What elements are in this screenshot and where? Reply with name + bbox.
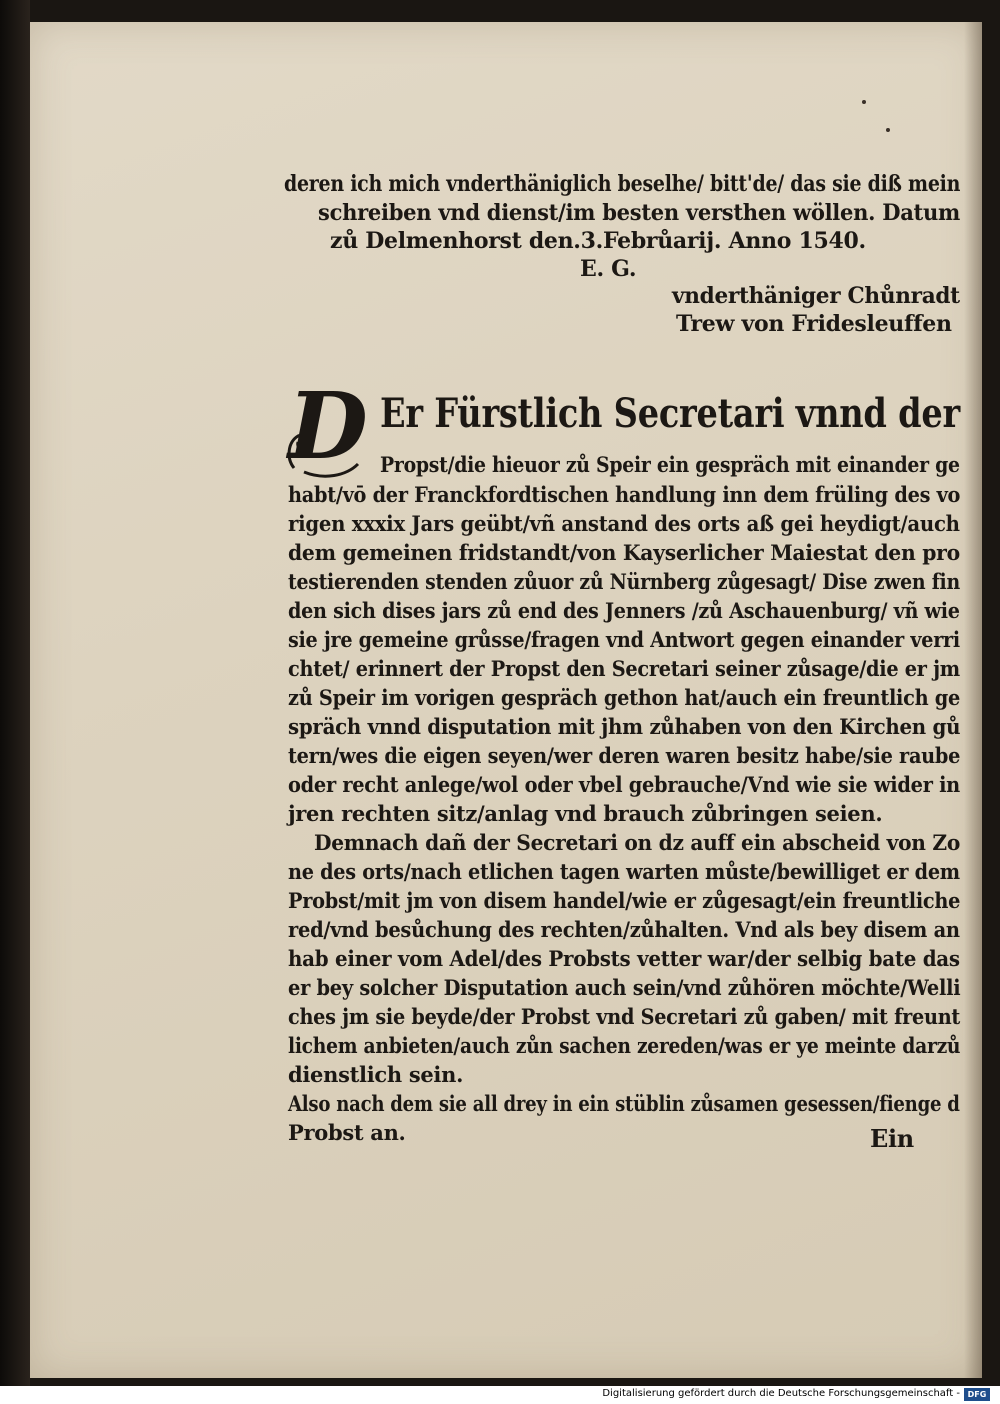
body-line-11: tern/wes die eigen seyen/wer deren waren besitz habe/sie raube	[288, 743, 961, 768]
body-line-9: zů Speir im vorigen gespräch gethon hat/auch ein freuntlich ge	[288, 685, 961, 710]
closing-line-3: zů Delmenhorst den.3.Febrůarij. Anno 1540.	[330, 228, 866, 254]
body-heading: Er Fürstlich Secretari vnnd der	[380, 390, 960, 437]
digitization-footer	[0, 1386, 1000, 1404]
signature-line-1: vnderthäniger Chůnradt	[672, 283, 960, 309]
closing-line-2: schreiben vnd dienst/im besten versthen wöllen. Datum	[318, 200, 960, 226]
body-line-24: Probst an.	[288, 1120, 406, 1145]
decorated-initial	[284, 372, 368, 480]
body-line-6: den sich dises jars zů end des Jenners /zů Aschauenburg/ vñ wie	[288, 598, 960, 623]
initial-letter: D	[288, 372, 368, 480]
body-line-22: dienstlich sein.	[288, 1062, 464, 1087]
signature-line-2: Trew von Fridesleuffen	[676, 311, 952, 337]
closing-initials: E. G.	[580, 256, 637, 282]
body-line-16: Probst/mit jm von disem handel/wie er zůgesagt/ein freuntliche	[288, 888, 961, 913]
body-line-10: spräch vnnd disputation mit jhm zůhaben von den Kirchen gů	[288, 714, 961, 739]
body-line-3: rigen xxxix Jars geübt/vñ anstand des orts aß gei heydigt/auch	[288, 511, 960, 536]
body-line-7: sie jre gemeine grůsse/fragen vnd Antwort gegen einander verri	[288, 627, 960, 652]
page-gutter-shadow	[964, 22, 982, 1378]
body-line-21: lichem anbieten/auch zůn sachen zereden/was er ye meinte darzů	[288, 1033, 961, 1058]
book-edge	[0, 0, 30, 1386]
body-line-2: habt/vō der Franckfordtischen handlung inn dem früling des vo	[288, 482, 961, 507]
body-line-18: hab einer vom Adel/des Probsts vetter war/der selbig bate das	[288, 946, 960, 971]
body-line-19: er bey solcher Disputation auch sein/vnd zůhören möchte/Welli	[288, 975, 961, 1000]
dfg-logo-icon: DFG	[964, 1388, 990, 1401]
body-line-12: oder recht anlege/wol oder vbel gebrauche/Vnd wie sie wider in	[288, 772, 960, 797]
body-line-23: Also nach dem sie all drey in ein stüblin zůsamen gesessen/fienge d	[288, 1091, 960, 1116]
body-line-13: jren rechten sitz/anlag vnd brauch zůbringen seien.	[288, 801, 883, 826]
body-line-14: Demnach dañ der Secretari on dz auff ein abscheid von Zo	[314, 830, 961, 855]
body-line-1: Propst/die hieuor zů Speir ein gespräch mit einander ge	[380, 452, 960, 477]
paper-speck	[862, 100, 866, 104]
body-line-17: red/vnd besůchung des rechten/zůhalten. Vnd als bey disem an	[288, 917, 960, 942]
catchword: Ein	[870, 1124, 914, 1153]
body-line-15: ne des orts/nach etlichen tagen warten můste/bewilliget er dem	[288, 859, 960, 884]
closing-line-1: deren ich mich vnderthäniglich beselhe/ bitt'de/ das sie diß mein	[284, 171, 961, 197]
footer-credit: Digitalisierung gefördert durch die Deutsche Forschungsgemeinschaft -	[602, 1388, 960, 1399]
body-line-5: testierenden stenden zůuor zů Nürnberg zůgesagt/ Dise zwen fin	[288, 569, 960, 594]
paper-speck	[886, 128, 890, 132]
body-line-4: dem gemeinen fridstandt/von Kayserlicher Maiestat den pro	[288, 540, 960, 565]
body-line-8: chtet/ erinnert der Propst den Secretari seiner zůsage/die er jm	[288, 656, 960, 681]
body-line-20: ches jm sie beyde/der Probst vnd Secretari zů gaben/ mit freunt	[288, 1004, 961, 1029]
